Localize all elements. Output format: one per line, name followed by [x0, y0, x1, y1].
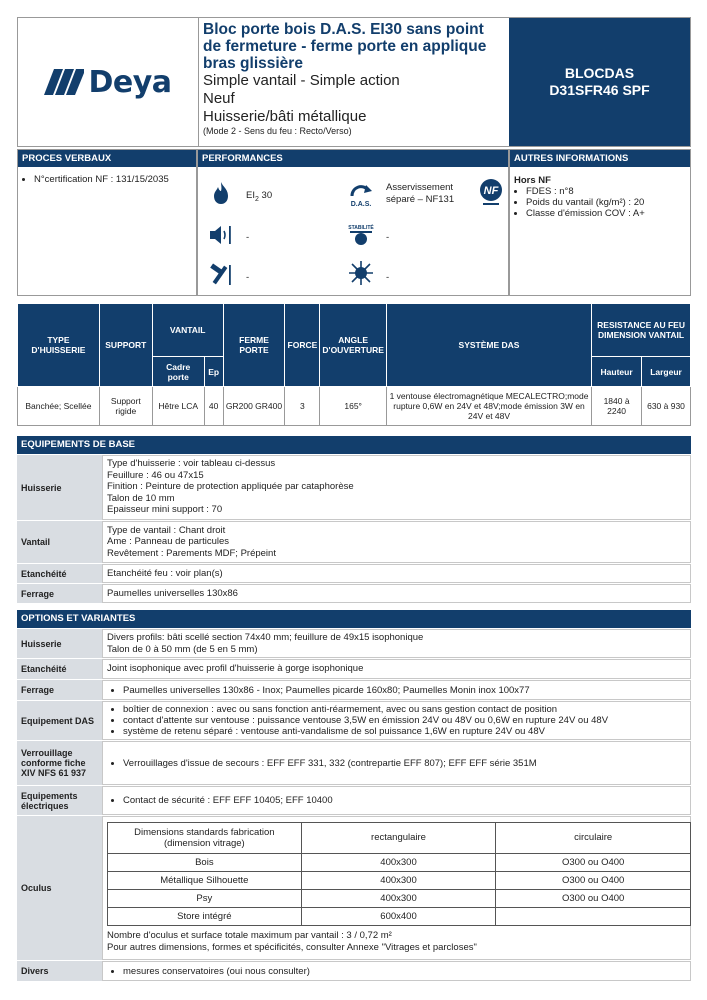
title-box: [198, 18, 510, 146]
line: Joint isophonique avec profil d'huisserie à gorge isophonique: [107, 663, 364, 675]
col-support: SUPPORT: [99, 304, 152, 387]
autres-informations-box: [509, 149, 691, 296]
cell-ep: 40: [204, 387, 223, 426]
equip-huisserie-row: [17, 454, 691, 520]
col-force: FORCE: [285, 304, 320, 387]
autres-heading: AUTRES INFORMATIONS: [510, 150, 690, 167]
opt-huisserie-row: [17, 628, 691, 658]
list-item: • Verrouillages d'issue de secours : EFF EFF 331, 332 (contrepartie EFF 807); EFF EFF série 351M: [123, 758, 686, 769]
line: Paumelles universelles 130x86: [107, 587, 238, 599]
line: Feuillure : 46 ou 47x15: [107, 469, 204, 481]
table-row: [108, 872, 691, 890]
list-item: • contact d'attente sur ventouse : puissance ventouse 3,5W en émission 24V ou 48V ou 0,6W en rupture 24V ou 48V: [123, 715, 686, 726]
cell-force: 3: [285, 387, 320, 426]
row-label: Huisserie: [17, 455, 102, 520]
proces-verbaux-box: [17, 149, 197, 296]
info-section: [17, 149, 691, 296]
line: Epaisseur mini support : 70: [107, 504, 223, 515]
oculus-cell: 400x300: [301, 890, 496, 908]
list-item: • boîtier de connexion : avec ou sans fonction anti-réarmement, avec ou sans gestion contact de position: [123, 704, 686, 715]
oculus-cell: O300 ou O400: [496, 890, 691, 908]
cell-angle: 165°: [320, 387, 387, 426]
oculus-cell: O300 ou O400: [496, 872, 691, 890]
acoustic-icon: [208, 222, 234, 248]
col-type-huisserie: TYPE D'HUISSERIE: [18, 304, 100, 387]
row-label: Equipement DAS: [17, 701, 102, 740]
opt-oculus-row: [17, 815, 691, 960]
deya-logo-icon: [44, 69, 84, 95]
table-row: [108, 908, 691, 926]
das-icon: [346, 178, 376, 208]
list-item: • mesures conservatoires (oui nous consulter): [123, 966, 686, 977]
row-label: Huisserie: [17, 629, 102, 658]
reference-line-2: D31SFR46 SPF: [549, 82, 650, 98]
oculus-cell: [496, 908, 691, 926]
burglary-value: -: [246, 272, 250, 283]
fire-mode: (Mode 2 - Sens du feu : Recto/Verso): [203, 126, 352, 136]
brand-name: Deya: [88, 64, 172, 100]
certification-item: • N°certification NF : 131/15/2035: [34, 174, 196, 185]
flame-icon: [208, 180, 234, 206]
opt-electriques-row: [17, 785, 691, 815]
cov-item: • Classe d'émission COV : A+: [526, 208, 690, 219]
oculus-cell: Store intégré: [108, 908, 302, 926]
product-line-3: Huisserie/bâti métallique: [203, 108, 367, 125]
table-row: [18, 387, 691, 426]
cell-ferme: GR200 GR400: [223, 387, 285, 426]
oculus-header: circulaire: [496, 823, 691, 854]
svg-text:D.A.S.: D.A.S.: [350, 201, 372, 208]
oculus-cell: 600x400: [301, 908, 496, 926]
hammer-icon: [208, 262, 234, 288]
oculus-cell: 400x300: [301, 854, 496, 872]
fdes-item: • FDES : n°8: [526, 186, 690, 197]
equipements-heading: EQUIPEMENTS DE BASE: [17, 436, 691, 454]
line: Type d'huisserie : voir tableau ci-dessus: [107, 458, 276, 469]
product-line-1: Simple vantail - Simple action: [203, 72, 400, 89]
specification-table: [17, 303, 691, 426]
line: Talon de 10 mm: [107, 492, 175, 504]
climate-value: -: [386, 272, 390, 283]
performances-box: [197, 149, 509, 296]
oculus-header: Dimensions standards fabrication (dimension vitrage): [108, 823, 302, 854]
equip-vantail-row: [17, 520, 691, 563]
stability-icon: [346, 222, 376, 248]
hors-nf-heading: Hors NF: [514, 175, 551, 186]
oculus-cell: Métallique Silhouette: [108, 872, 302, 890]
row-label: Vantail: [17, 521, 102, 563]
das-text: Asservissement séparé – NF131: [386, 182, 455, 205]
col-angle: ANGLE D'OUVERTURE: [320, 304, 387, 387]
performances-heading: PERFORMANCES: [198, 150, 508, 167]
opt-das-row: [17, 700, 691, 740]
col-cadre-porte: Cadre porte: [152, 357, 204, 387]
stability-value: -: [386, 232, 390, 243]
acoustic-value: -: [246, 232, 250, 243]
list-item: • Contact de sécurité : EFF EFF 10405; EFF 10400: [123, 795, 686, 806]
product-line-2: Neuf: [203, 90, 235, 107]
opt-ferrage-row: [17, 679, 691, 700]
reference-line-1: BLOCDAS: [564, 65, 635, 81]
col-hauteur: Hauteur: [592, 357, 642, 387]
row-label: Ferrage: [17, 584, 102, 603]
oculus-note-2: Pour autres dimensions, formes et spécificités, consulter Annexe "Vitrages et parcloses": [107, 941, 477, 953]
row-label: Divers: [17, 961, 102, 981]
list-item: • système de retenu séparé : ventouse anti-vandalisme de sol puissance 1,6W en rupture 24V ou 48V: [123, 726, 686, 737]
cell-hauteur: 1840 à 2240: [592, 387, 642, 426]
equip-etancheite-row: [17, 563, 691, 583]
line: Etanchéité feu : voir plan(s): [107, 567, 223, 579]
row-label: Etanchéité: [17, 659, 102, 679]
line: Talon de 0 à 50 mm (de 5 en 5 mm): [107, 643, 258, 655]
oculus-cell: Bois: [108, 854, 302, 872]
svg-text:NF: NF: [483, 185, 499, 197]
oculus-cell: Psy: [108, 890, 302, 908]
proces-heading: PROCES VERBAUX: [18, 150, 196, 167]
col-ep: Ep: [204, 357, 223, 387]
stability-label: STABILITÉ: [348, 225, 374, 231]
oculus-cell: 400x300: [301, 872, 496, 890]
col-ferme-porte: FERME PORTE: [223, 304, 285, 387]
brand-logo: [44, 65, 171, 100]
col-vantail: VANTAIL: [152, 304, 223, 357]
list-item: • Paumelles universelles 130x86 - Inox; Paumelles picarde 160x80; Paumelles Monin inox 100x77: [123, 685, 686, 696]
equip-ferrage-row: [17, 583, 691, 603]
opt-verrouillage-row: [17, 740, 691, 785]
table-row: [108, 854, 691, 872]
reference-box: [509, 18, 690, 146]
line: Revêtement : Parements MDF; Prépeint: [107, 547, 276, 559]
row-label: Ferrage: [17, 680, 102, 700]
line: Ame : Panneau de particules: [107, 536, 229, 548]
row-label: Equipements électriques: [17, 786, 102, 815]
row-label: Oculus: [17, 816, 102, 960]
logo-box: [18, 18, 199, 146]
nf-logo-icon: [476, 178, 506, 208]
cell-largeur: 630 à 930: [642, 387, 691, 426]
row-label: Etanchéité: [17, 564, 102, 583]
header: [17, 17, 691, 147]
opt-divers-row: [17, 960, 691, 981]
oculus-note-1: Nombre d'oculus et surface totale maximum par vantail : 3 / 0,72 m²: [107, 930, 392, 941]
oculus-table: [107, 822, 691, 926]
col-systeme-das: SYSTÈME DAS: [386, 304, 591, 387]
cell-systeme: 1 ventouse électromagnétique MECALECTRO;mode rupture 0,6W en 24V et 48V;mode émission 3W en 24V et 48V: [386, 387, 591, 426]
line: Finition : Peinture de protection appliquée par cataphorèse: [107, 481, 354, 492]
weight-item: • Poids du vantail (kg/m²) : 20: [526, 197, 690, 208]
row-label: Verrouillage conforme fiche XIV NFS 61 937: [17, 741, 102, 785]
fire-resistance-value: $EI_2$ 30: [246, 190, 273, 203]
options-heading: OPTIONS ET VARIANTES: [17, 610, 691, 628]
opt-etancheite-row: [17, 658, 691, 679]
product-title: Bloc porte bois D.A.S. EI30 sans point de fermeture - ferme porte en applique bras glissière: [203, 21, 487, 72]
line: Divers profils: bâti scellé section 74x40 mm; feuillure de 49x15 isophonique: [107, 632, 424, 643]
table-row: [108, 890, 691, 908]
climate-icon: [348, 260, 374, 286]
oculus-header: rectangulaire: [301, 823, 496, 854]
line: Type de vantail : Chant droit: [107, 524, 226, 536]
cell-support: Support rigide: [99, 387, 152, 426]
cell-cadre: Hêtre LCA: [152, 387, 204, 426]
cell-type: Banchée; Scellée: [18, 387, 100, 426]
col-resistance: RESISTANCE AU FEU DIMENSION VANTAIL: [592, 304, 691, 357]
oculus-cell: O300 ou O400: [496, 854, 691, 872]
col-largeur: Largeur: [642, 357, 691, 387]
